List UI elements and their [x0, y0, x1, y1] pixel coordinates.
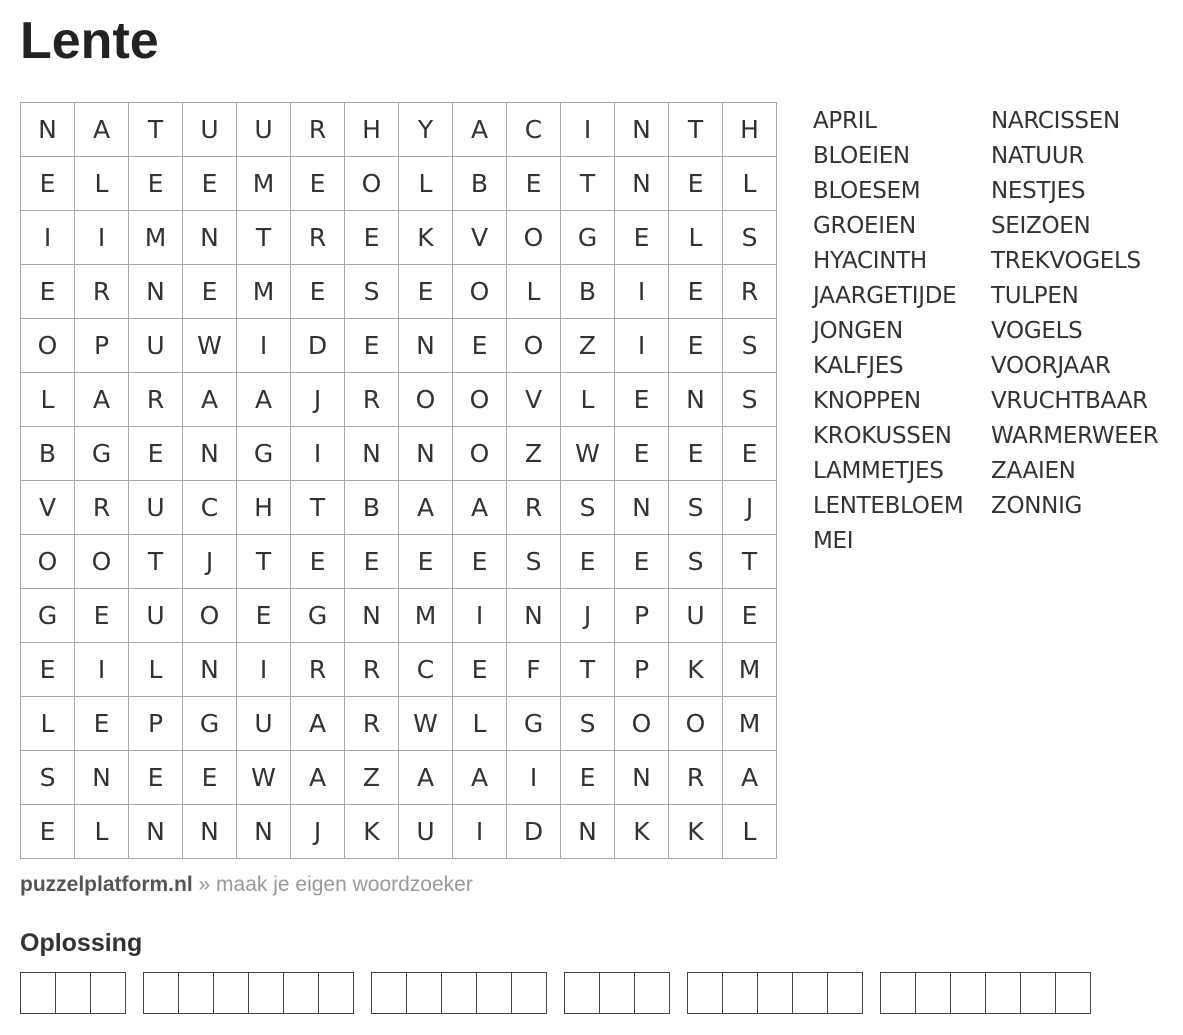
grid-cell[interactable]: E: [453, 319, 507, 373]
grid-cell[interactable]: R: [291, 103, 345, 157]
word-search-grid: [20, 102, 777, 859]
word-item: TULPEN: [991, 283, 1079, 309]
grid-cell[interactable]: E: [615, 211, 669, 265]
grid-cell[interactable]: L: [399, 157, 453, 211]
grid-cell[interactable]: E: [183, 265, 237, 319]
solution-letter-box[interactable]: [564, 972, 600, 1014]
grid-cell[interactable]: S: [723, 319, 777, 373]
grid-cell[interactable]: U: [237, 697, 291, 751]
grid-cell[interactable]: J: [291, 373, 345, 427]
grid-cell[interactable]: U: [129, 481, 183, 535]
grid-cell[interactable]: I: [615, 265, 669, 319]
grid-cell[interactable]: N: [615, 481, 669, 535]
grid-cell[interactable]: N: [399, 427, 453, 481]
site-link[interactable]: puzzelplatform.nl: [20, 873, 193, 896]
grid-cell[interactable]: I: [453, 589, 507, 643]
solution-letter-box[interactable]: [985, 972, 1021, 1014]
grid-cell[interactable]: N: [183, 805, 237, 859]
grid-cell[interactable]: E: [453, 535, 507, 589]
word-item: NESTJES: [991, 178, 1086, 204]
grid-cell[interactable]: E: [183, 751, 237, 805]
word-item: HYACINTH: [813, 248, 927, 274]
solution-letter-box[interactable]: [1020, 972, 1056, 1014]
grid-cell[interactable]: S: [723, 211, 777, 265]
grid-row: [21, 481, 777, 535]
grid-cell[interactable]: E: [291, 265, 345, 319]
solution-title: Oplossing: [20, 929, 143, 957]
grid-cell[interactable]: R: [129, 373, 183, 427]
grid-cell[interactable]: N: [183, 211, 237, 265]
grid-cell[interactable]: L: [75, 157, 129, 211]
grid-cell[interactable]: S: [561, 697, 615, 751]
puzzle-title: Lente: [20, 12, 159, 70]
word-item: NATUUR: [991, 143, 1085, 169]
solution-letter-box[interactable]: [406, 972, 442, 1014]
grid-cell[interactable]: A: [75, 103, 129, 157]
grid-cell[interactable]: G: [183, 697, 237, 751]
grid-cell[interactable]: A: [453, 481, 507, 535]
word-item: KNOPPEN: [813, 388, 921, 414]
grid-cell[interactable]: W: [561, 427, 615, 481]
grid-cell[interactable]: E: [21, 805, 75, 859]
grid-cell[interactable]: Z: [561, 319, 615, 373]
word-item: KALFJES: [813, 353, 904, 379]
grid-cell[interactable]: L: [453, 697, 507, 751]
grid-cell[interactable]: E: [237, 589, 291, 643]
grid-cell[interactable]: R: [345, 697, 399, 751]
solution-letter-box[interactable]: [20, 972, 56, 1014]
grid-cell[interactable]: N: [615, 751, 669, 805]
grid-cell[interactable]: I: [561, 103, 615, 157]
grid-cell[interactable]: Z: [345, 751, 399, 805]
grid-cell[interactable]: E: [399, 265, 453, 319]
grid-cell[interactable]: T: [561, 643, 615, 697]
solution-letter-box[interactable]: [950, 972, 986, 1014]
grid-cell[interactable]: O: [507, 211, 561, 265]
solution-word-group: [371, 972, 547, 1014]
grid-cell[interactable]: E: [669, 427, 723, 481]
grid-cell[interactable]: E: [345, 211, 399, 265]
grid-cell[interactable]: E: [345, 319, 399, 373]
grid-cell[interactable]: S: [507, 535, 561, 589]
grid-cell[interactable]: N: [669, 373, 723, 427]
grid-cell[interactable]: G: [291, 589, 345, 643]
word-item: VOGELS: [991, 318, 1083, 344]
grid-cell[interactable]: D: [507, 805, 561, 859]
solution-letter-box[interactable]: [1055, 972, 1091, 1014]
grid-cell[interactable]: E: [129, 751, 183, 805]
grid-cell[interactable]: N: [399, 319, 453, 373]
grid-cell[interactable]: N: [615, 157, 669, 211]
grid-cell[interactable]: H: [237, 481, 291, 535]
word-item: TREKVOGELS: [991, 248, 1141, 274]
grid-cell[interactable]: K: [345, 805, 399, 859]
solution-letter-box[interactable]: [599, 972, 635, 1014]
word-item: ZONNIG: [991, 493, 1083, 519]
grid-cell[interactable]: A: [291, 751, 345, 805]
grid-cell[interactable]: N: [237, 805, 291, 859]
grid-cell[interactable]: H: [723, 103, 777, 157]
grid-cell[interactable]: I: [75, 643, 129, 697]
grid-cell[interactable]: G: [507, 697, 561, 751]
word-item: SEIZOEN: [991, 213, 1091, 239]
grid-cell[interactable]: E: [21, 643, 75, 697]
grid-cell[interactable]: O: [453, 373, 507, 427]
grid-cell[interactable]: I: [75, 211, 129, 265]
word-item: NARCISSEN: [991, 108, 1120, 134]
grid-row: [21, 211, 777, 265]
solution-word-group: [880, 972, 1091, 1014]
solution-letter-box[interactable]: [915, 972, 951, 1014]
grid-cell[interactable]: O: [21, 535, 75, 589]
grid-cell[interactable]: A: [453, 103, 507, 157]
grid-cell[interactable]: E: [723, 589, 777, 643]
grid-cell[interactable]: N: [129, 265, 183, 319]
grid-cell[interactable]: J: [291, 805, 345, 859]
solution-letter-box[interactable]: [248, 972, 284, 1014]
grid-cell[interactable]: V: [453, 211, 507, 265]
grid-cell[interactable]: A: [75, 373, 129, 427]
solution-letter-box[interactable]: [792, 972, 828, 1014]
grid-cell[interactable]: S: [723, 373, 777, 427]
solution-letter-box[interactable]: [511, 972, 547, 1014]
grid-cell[interactable]: T: [129, 103, 183, 157]
grid-cell[interactable]: U: [399, 805, 453, 859]
grid-cell[interactable]: R: [669, 751, 723, 805]
grid-cell[interactable]: P: [75, 319, 129, 373]
grid-cell[interactable]: E: [615, 373, 669, 427]
grid-cell[interactable]: O: [399, 373, 453, 427]
grid-row: [21, 643, 777, 697]
word-item: VOORJAAR: [991, 353, 1111, 379]
solution-letter-box[interactable]: [318, 972, 354, 1014]
grid-cell[interactable]: L: [723, 157, 777, 211]
grid-cell[interactable]: E: [75, 697, 129, 751]
solution-letter-box[interactable]: [634, 972, 670, 1014]
grid-cell[interactable]: Z: [507, 427, 561, 481]
word-item: APRIL: [813, 108, 877, 134]
grid-cell[interactable]: T: [237, 211, 291, 265]
grid-cell[interactable]: A: [237, 373, 291, 427]
grid-cell[interactable]: M: [399, 589, 453, 643]
grid-cell[interactable]: O: [21, 319, 75, 373]
grid-cell[interactable]: R: [507, 481, 561, 535]
grid-cell[interactable]: E: [183, 157, 237, 211]
word-item: JONGEN: [813, 318, 903, 344]
grid-cell[interactable]: C: [507, 103, 561, 157]
grid-cell[interactable]: N: [561, 805, 615, 859]
grid-cell[interactable]: E: [561, 751, 615, 805]
word-item: BLOESEM: [813, 178, 921, 204]
grid-cell[interactable]: E: [669, 319, 723, 373]
grid-row: [21, 103, 777, 157]
grid-cell[interactable]: B: [453, 157, 507, 211]
grid-cell[interactable]: N: [345, 589, 399, 643]
grid-cell[interactable]: E: [21, 265, 75, 319]
grid-cell[interactable]: N: [345, 427, 399, 481]
grid-cell[interactable]: A: [723, 751, 777, 805]
grid-cell[interactable]: T: [237, 535, 291, 589]
grid-cell[interactable]: E: [453, 643, 507, 697]
grid-cell[interactable]: E: [615, 535, 669, 589]
grid-cell[interactable]: O: [453, 427, 507, 481]
word-item: LAMMETJES: [813, 458, 944, 484]
solution-letter-box[interactable]: [827, 972, 863, 1014]
solution-letter-box[interactable]: [143, 972, 179, 1014]
grid-cell[interactable]: I: [237, 643, 291, 697]
grid-cell[interactable]: I: [21, 211, 75, 265]
grid-cell[interactable]: S: [21, 751, 75, 805]
grid-cell[interactable]: E: [669, 157, 723, 211]
grid-cell[interactable]: O: [669, 697, 723, 751]
grid-row: [21, 265, 777, 319]
grid-cell[interactable]: V: [507, 373, 561, 427]
grid-cell[interactable]: R: [345, 643, 399, 697]
grid-cell[interactable]: G: [21, 589, 75, 643]
grid-cell[interactable]: K: [669, 643, 723, 697]
grid-cell[interactable]: E: [669, 265, 723, 319]
grid-cell[interactable]: P: [615, 589, 669, 643]
solution-letter-box[interactable]: [722, 972, 758, 1014]
grid-cell[interactable]: H: [345, 103, 399, 157]
grid-cell[interactable]: T: [129, 535, 183, 589]
grid-cell[interactable]: P: [129, 697, 183, 751]
grid-cell[interactable]: E: [129, 427, 183, 481]
grid-row: [21, 751, 777, 805]
grid-cell[interactable]: N: [75, 751, 129, 805]
grid-cell[interactable]: L: [723, 805, 777, 859]
grid-cell[interactable]: C: [399, 643, 453, 697]
grid-cell[interactable]: J: [183, 535, 237, 589]
solution-letter-box[interactable]: [213, 972, 249, 1014]
grid-cell[interactable]: G: [561, 211, 615, 265]
grid-cell[interactable]: N: [615, 103, 669, 157]
grid-cell[interactable]: U: [129, 589, 183, 643]
word-item: KROKUSSEN: [813, 423, 952, 449]
word-list: [813, 104, 1158, 559]
grid-cell[interactable]: J: [561, 589, 615, 643]
grid-cell[interactable]: E: [129, 157, 183, 211]
grid-cell[interactable]: W: [237, 751, 291, 805]
grid-cell[interactable]: S: [345, 265, 399, 319]
grid-cell[interactable]: L: [75, 805, 129, 859]
grid-cell[interactable]: T: [291, 481, 345, 535]
grid-cell[interactable]: V: [21, 481, 75, 535]
grid-cell[interactable]: I: [237, 319, 291, 373]
credit-line: [20, 870, 473, 900]
grid-cell[interactable]: A: [399, 751, 453, 805]
grid-cell[interactable]: E: [561, 535, 615, 589]
grid-cell[interactable]: A: [399, 481, 453, 535]
grid-cell[interactable]: L: [21, 373, 75, 427]
grid-cell[interactable]: W: [183, 319, 237, 373]
grid-cell[interactable]: R: [345, 373, 399, 427]
grid-row: [21, 697, 777, 751]
grid-cell[interactable]: E: [291, 157, 345, 211]
grid-cell[interactable]: D: [291, 319, 345, 373]
grid-row: [21, 427, 777, 481]
grid-cell[interactable]: I: [291, 427, 345, 481]
grid-row: [21, 589, 777, 643]
solution-word-group: [564, 972, 670, 1014]
grid-cell[interactable]: O: [453, 265, 507, 319]
word-item: ZAAIEN: [991, 458, 1076, 484]
grid-cell[interactable]: I: [615, 319, 669, 373]
grid-cell[interactable]: N: [183, 427, 237, 481]
grid-cell[interactable]: A: [183, 373, 237, 427]
grid-cell[interactable]: S: [561, 481, 615, 535]
grid-cell[interactable]: G: [237, 427, 291, 481]
solution-letter-box[interactable]: [178, 972, 214, 1014]
grid-cell[interactable]: M: [237, 265, 291, 319]
grid-cell[interactable]: I: [507, 751, 561, 805]
grid-cell[interactable]: N: [21, 103, 75, 157]
word-item: BLOEIEN: [813, 143, 910, 169]
grid-cell[interactable]: L: [21, 697, 75, 751]
site-tagline: » maak je eigen woordzoeker: [192, 873, 473, 896]
grid-cell[interactable]: U: [237, 103, 291, 157]
solution-word-group: [143, 972, 354, 1014]
grid-cell[interactable]: M: [723, 697, 777, 751]
grid-cell[interactable]: L: [561, 373, 615, 427]
grid-cell[interactable]: W: [399, 697, 453, 751]
grid-cell[interactable]: G: [75, 427, 129, 481]
grid-cell[interactable]: L: [669, 211, 723, 265]
word-item: GROEIEN: [813, 213, 916, 239]
grid-cell[interactable]: T: [723, 535, 777, 589]
word-list-column-1: [813, 104, 973, 559]
grid-cell[interactable]: U: [183, 103, 237, 157]
grid-cell[interactable]: N: [183, 643, 237, 697]
grid-cell[interactable]: O: [507, 319, 561, 373]
grid-cell[interactable]: M: [723, 643, 777, 697]
grid-cell[interactable]: U: [669, 589, 723, 643]
word-list-column-2: [991, 104, 1158, 559]
grid-cell[interactable]: E: [723, 427, 777, 481]
grid-cell[interactable]: E: [21, 157, 75, 211]
grid-cell[interactable]: B: [21, 427, 75, 481]
grid-cell[interactable]: T: [669, 103, 723, 157]
grid-row: [21, 535, 777, 589]
grid-cell[interactable]: R: [291, 643, 345, 697]
grid-cell[interactable]: O: [183, 589, 237, 643]
grid-cell[interactable]: C: [183, 481, 237, 535]
grid-cell[interactable]: I: [453, 805, 507, 859]
grid-cell[interactable]: E: [75, 589, 129, 643]
grid-row: [21, 805, 777, 859]
grid-cell[interactable]: S: [669, 535, 723, 589]
word-item: WARMERWEER: [991, 423, 1159, 449]
grid-cell[interactable]: E: [345, 535, 399, 589]
solution-word-group: [687, 972, 863, 1014]
grid-cell[interactable]: A: [291, 697, 345, 751]
word-item: JAARGETIJDE: [813, 283, 957, 309]
grid-cell[interactable]: E: [615, 427, 669, 481]
grid-cell[interactable]: E: [399, 535, 453, 589]
grid-cell[interactable]: U: [129, 319, 183, 373]
grid-cell[interactable]: B: [561, 265, 615, 319]
grid-row: [21, 373, 777, 427]
grid-cell[interactable]: B: [345, 481, 399, 535]
solution-letter-box[interactable]: [283, 972, 319, 1014]
solution-letter-box[interactable]: [757, 972, 793, 1014]
grid-cell[interactable]: O: [345, 157, 399, 211]
word-item: VRUCHTBAAR: [991, 388, 1148, 414]
grid-cell[interactable]: N: [129, 805, 183, 859]
grid-cell[interactable]: R: [723, 265, 777, 319]
grid-cell[interactable]: K: [399, 211, 453, 265]
grid-cell[interactable]: O: [615, 697, 669, 751]
grid-cell[interactable]: E: [291, 535, 345, 589]
word-item: LENTEBLOEM: [813, 493, 964, 519]
solution-letter-box[interactable]: [880, 972, 916, 1014]
grid-row: [21, 157, 777, 211]
grid-cell[interactable]: K: [669, 805, 723, 859]
grid-cell[interactable]: A: [453, 751, 507, 805]
grid-cell[interactable]: E: [507, 157, 561, 211]
grid-cell[interactable]: L: [129, 643, 183, 697]
solution-letter-box[interactable]: [90, 972, 126, 1014]
grid-cell[interactable]: F: [507, 643, 561, 697]
grid-cell[interactable]: K: [615, 805, 669, 859]
grid-cell[interactable]: O: [75, 535, 129, 589]
grid-cell[interactable]: T: [561, 157, 615, 211]
grid-cell[interactable]: P: [615, 643, 669, 697]
grid-cell[interactable]: R: [75, 481, 129, 535]
solution-letter-box[interactable]: [55, 972, 91, 1014]
solution-word-group: [20, 972, 126, 1014]
solution-boxes: [20, 972, 1091, 1014]
solution-letter-box[interactable]: [687, 972, 723, 1014]
grid-cell[interactable]: S: [669, 481, 723, 535]
grid-cell[interactable]: Y: [399, 103, 453, 157]
word-item: MEI: [813, 528, 854, 554]
grid-cell[interactable]: R: [75, 265, 129, 319]
grid-cell[interactable]: M: [237, 157, 291, 211]
grid-cell[interactable]: N: [507, 589, 561, 643]
solution-letter-box[interactable]: [476, 972, 512, 1014]
grid-cell[interactable]: L: [507, 265, 561, 319]
grid-row: [21, 319, 777, 373]
solution-letter-box[interactable]: [371, 972, 407, 1014]
grid-cell[interactable]: R: [291, 211, 345, 265]
grid-cell[interactable]: J: [723, 481, 777, 535]
solution-letter-box[interactable]: [441, 972, 477, 1014]
grid-cell[interactable]: M: [129, 211, 183, 265]
